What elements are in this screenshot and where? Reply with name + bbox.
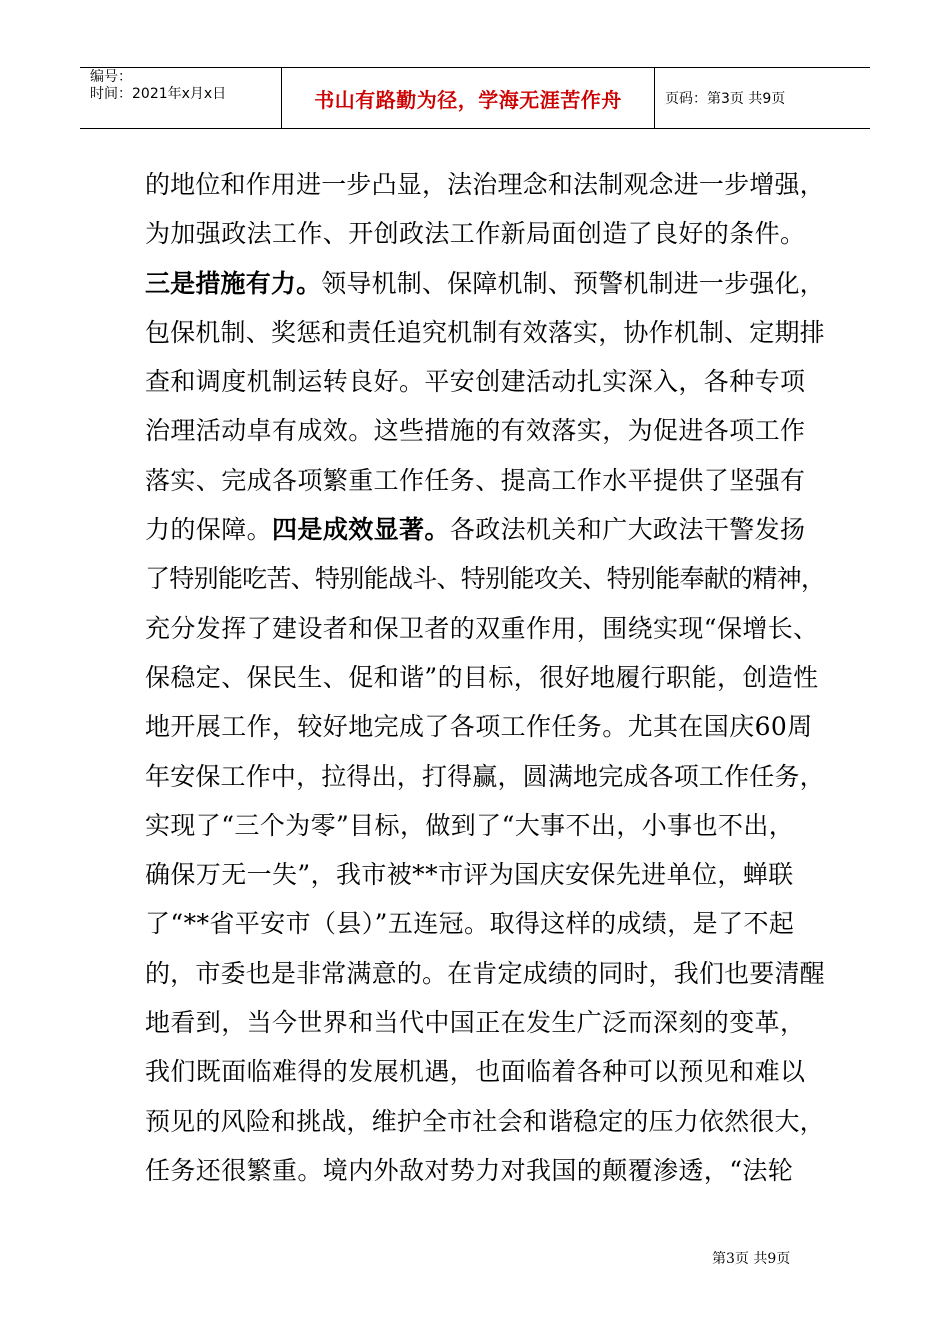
body-line: [145, 308, 825, 357]
body-text-segment: 为加强政法工作、开创政法工作新局面创造了良好的条件。: [145, 219, 806, 249]
body-line: [145, 357, 825, 406]
body-text-segment: 领导机制、保障机制、预警机制进一步强化，: [321, 268, 825, 298]
body-line: [145, 752, 825, 801]
document-body: [145, 160, 825, 1195]
body-line: [145, 949, 825, 998]
body-text-segment: 了特别能吃苦、特别能战斗、特别能攻关、特别能奉献的精神，: [145, 564, 826, 594]
body-line: [145, 456, 825, 505]
body-line: [145, 1097, 825, 1146]
body-text-segment: 任务还很繁重。境内外敌对势力对我国的颠覆渗透，“法轮: [145, 1155, 794, 1185]
body-line: [145, 406, 825, 455]
body-text-segment: 充分发挥了建设者和保卫者的双重作用，围绕实现“保增长、: [145, 613, 819, 643]
body-line: [145, 998, 825, 1047]
body-line: [145, 554, 825, 603]
body-text-segment: 的地位和作用进一步凸显，法治理念和法制观念进一步增强，: [145, 170, 825, 199]
body-text-segment: 保稳定、保民生、促和谐”的目标，很好地履行职能，创造性: [145, 662, 819, 692]
body-text-segment: 地看到，当今世界和当代中国正在发生广泛而深刻的变革，: [145, 1008, 806, 1038]
header-page-number: 页码：第3页 共9页: [665, 91, 786, 107]
header-motto-cell: [282, 68, 655, 128]
page-footer: 第3页 共9页: [712, 1251, 791, 1267]
body-text-segment: 地开展工作，较好地完成了各项工作任务。尤其在国庆60周: [145, 712, 813, 742]
body-line: [145, 259, 825, 308]
body-heading-segment: 四是成效显著。: [272, 515, 450, 545]
page-header: [80, 67, 870, 129]
body-line: [145, 702, 825, 751]
document-date-label: 时间：2021年x月x日: [90, 86, 227, 102]
body-line: [145, 1047, 825, 1096]
body-text-segment: 年安保工作中，拉得出，打得赢，圆满地完成各项工作任务，: [145, 761, 825, 791]
header-page-cell: [655, 68, 870, 128]
header-motto: 书山有路勤为径，学海无涯苦作舟: [314, 87, 622, 112]
body-line: [145, 850, 825, 899]
body-text-segment: 力的保障。: [145, 515, 273, 545]
body-text-segment: 治理活动卓有成效。这些措施的有效落实，为促进各项工作: [145, 416, 806, 446]
body-heading-segment: 三是措施有力。: [145, 268, 322, 298]
body-text-segment: 查和调度机制运转良好。平安创建活动扎实深入，各种专项: [145, 367, 806, 397]
body-line: [145, 899, 825, 948]
body-text-segment: 实现了“三个为零”目标，做到了“大事不出，小事也不出，: [145, 810, 795, 840]
body-line: [145, 1146, 825, 1195]
body-text-segment: 的，市委也是非常满意的。在肯定成绩的同时，我们也要清醒: [145, 958, 825, 988]
body-text-segment: 我们既面临难得的发展机遇，也面临着各种可以预见和难以: [145, 1057, 806, 1087]
body-line: [145, 160, 825, 209]
body-text-segment: 各政法机关和广大政法干警发扬: [449, 515, 806, 545]
body-text-segment: 了“**省平安市（县）”五连冠。取得这样的成绩，是了不起: [145, 909, 795, 939]
body-line: [145, 209, 825, 258]
body-line: [145, 653, 825, 702]
body-text-segment: 预见的风险和挑战，维护全市社会和谐稳定的压力依然很大，: [145, 1106, 825, 1136]
document-number-label: 编号：: [90, 69, 132, 85]
body-line: [145, 604, 825, 653]
body-line: [145, 505, 825, 554]
body-line: [145, 801, 825, 850]
body-text-segment: 落实、完成各项繁重工作任务、提高工作水平提供了坚强有: [145, 465, 806, 495]
body-text-segment: 包保机制、奖惩和责任追究机制有效落实，协作机制、定期排: [145, 317, 825, 347]
header-meta-cell: [80, 68, 282, 128]
body-text-segment: 确保万无一失”，我市被**市评为国庆安保先进单位，蝉联: [145, 860, 794, 890]
